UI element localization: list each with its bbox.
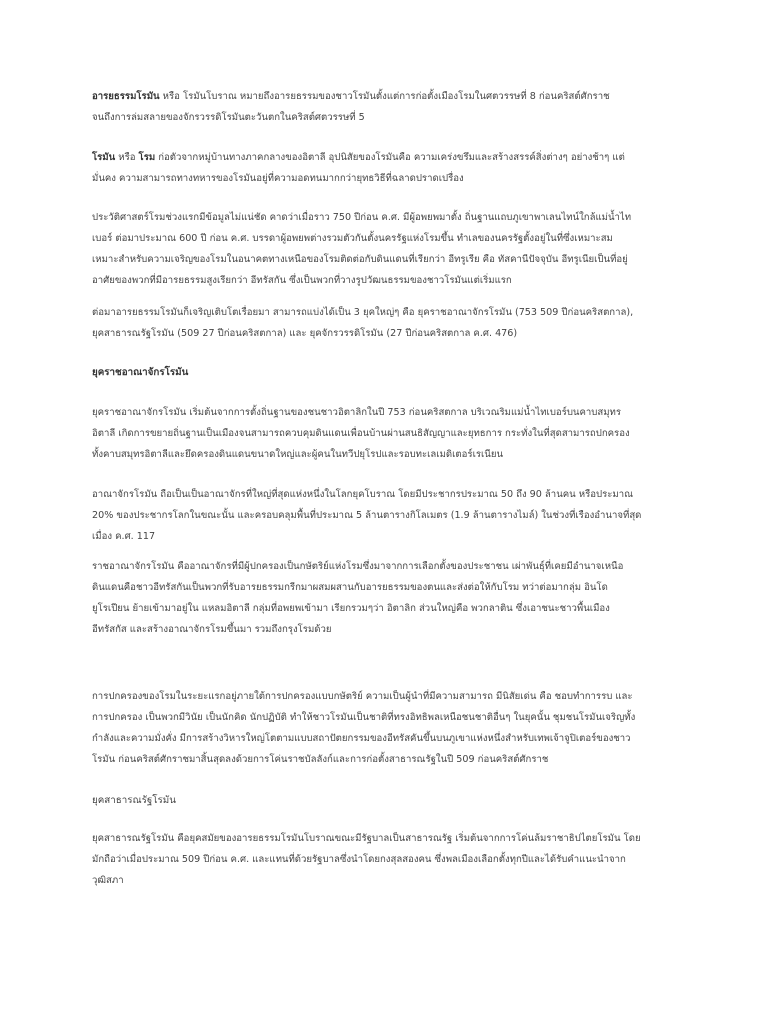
text-line: เมื่อง ค.ศ. 117 (92, 531, 156, 542)
text-line: ยูโรเปียน ย้ายเข้ามาอยู่ใน แหลมอิตาลี กลุ่มที่อพยพเข้ามา เรียกรวมๆว่า อิตาลิก ส่วนใหญ่คือ พวกลาติน ซึ่งเอาชนะชาวพื้นเมือง (92, 603, 610, 614)
section-heading: ยุคสาธารณรัฐโรมัน (92, 795, 176, 806)
paragraph-republic (92, 828, 692, 891)
text-span: หรือ โรมันโบราณ หมายถึงอารยธรรมของชาวโรมันตั้งแต่การก่อตั้งเมืองโรมในศตวรรษที่ 8 ก่อนคริสต์ศักราช (159, 91, 610, 102)
text-line: เหมาะสำหรับความเจริญของโรมในอนาคตทางเหนือของโรมติดต่อกับดินแดนที่เรียกว่า อีทรูเรีย คือ ทัสคานีปัจจุบัน อีทรูเนียเป็นที่อยู่ (92, 254, 628, 265)
text-line: อีทรัสกัส และสร้างอาณาจักรโรมขึ้นมา รวมถึงกรุงโรมด้วย (92, 624, 332, 635)
text-line: ยุคราชอาณาจักรโรมัน เริ่มต้นจากการตั้งถิ่นฐานของชนชาวอิตาลิกในปี 753 ก่อนคริสตกาล บริเวณริมแม่น้ำไทเบอร์บนคาบสมุทร (92, 407, 622, 418)
text-line: ยุคสาธารณรัฐโรมัน (509 27 ปีก่อนคริสตกาล) และ ยุคจักรวรรดิโรมัน (27 ปีก่อนคริสตกาล ค.ศ. 476) (92, 328, 518, 339)
paragraph-kingdom-origin (92, 402, 692, 465)
paragraph-three-eras (92, 302, 692, 344)
text-line: ดินแดนคือชาวอีทรัสกันเป็นพวกที่รับอารยธรรมกรีกมาผสมผสานกับอารยธรรมของตนและส่งต่อให้กับโรม ทว่าต่อมากลุ่ม อินโด (92, 582, 608, 593)
text-line: เบอร์ ต่อมาประมาณ 600 ปี ก่อน ค.ศ. บรรดาผู้อพยพต่างรวมตัวกันตั้งนครรัฐแห่งโรมขึ้น ทำเลของนครรัฐตั้งอยู่ในที่ซึ่งเหมาะสม (92, 233, 613, 244)
text-line: อาศัยของพวกที่มีอารยธรรมสูงเรียกว่า อีทรัสกัน ซึ่งเป็นพวกที่วางรูปวัฒนธรรมของชาวโรมันแต่เริ่มแรก (92, 275, 512, 286)
text-line: 20% ของประชากรโลกในขณะนั้น และครอบคลุมพื้นที่ประมาณ 5 ล้านตารางกิโลเมตร (1.9 ล้านตารางไมล์) ในช่วงที่เรืองอำนาจที่สุด (92, 510, 642, 521)
paragraph-early-history (92, 207, 692, 291)
paragraph-kingdom-size (92, 484, 692, 547)
paragraph-roman-character (92, 147, 692, 189)
text-line: กำลังและความมั่งคั่ง มีการสร้างวิหารใหญ่โตตามแบบสถาปัตยกรรมของอีทรัสคันขึ้นบนภูเขาแห่งหนึ่งสำหรับเทพเจ้าจูปิเตอร์ของชาว (92, 733, 631, 744)
text-span: หรือ (115, 152, 139, 163)
text-line: จนถึงการล่มสลายของจักรวรรดิโรมันตะวันตกในคริสต์ศตวรรษที่ 5 (92, 112, 365, 123)
section-heading-republic (92, 790, 692, 811)
text-line: ทั้งคาบสมุทรอิตาลีและยึดครองดินแดนขนาดใหญ่และผู้คนในทวีปยุโรปและรอบทะเลเมดิเตอร์เรเนียน (92, 449, 504, 460)
text-line (92, 86, 692, 107)
text-line: ราชอาณาจักรโรมัน คืออาณาจักรที่มีผู้ปกครองเป็นกษัตริย์แห่งโรมซึ่งมาจากการเลือกตั้งของประชาชน เผ่าพันธุ์ที่เคยมีอำนาจเหนือ (92, 561, 624, 572)
text-line: การปกครอง เป็นพวกมีวินัย เป็นนักคิด นักปฏิบัติ ทำให้ชาวโรมันเป็นชาติที่ทรงอิทธิพลเหนือชนชาติอื่นๆ ในยุคนั้น ชุมชนโรมันเจริญทั้ง (92, 712, 636, 723)
text-line: มักถือว่าเมื่อประมาณ 509 ปีก่อน ค.ศ. และแทนที่ด้วยรัฐบาลซึ่งนำโดยกงสุลสองคน ซึ่งพลเมืองเลือกตั้งทุกปีและได้รับคำแนะนำจาก (92, 854, 626, 865)
text-line: ยุคสาธารณรัฐโรมัน คือยุคสมัยของอารยธรรมโรมันโบราณขณะมีรัฐบาลเป็นสาธารณรัฐ เริ่มต้นจากการโค่นล้มราชาธิปไตยโรมัน โดย (92, 833, 641, 844)
text-line: การปกครองของโรมในระยะแรกอยู่ภายใต้การปกครองแบบกษัตริย์ ความเป็นผู้นำที่มีความสามารถ มีนิสัยเด่น คือ ชอบทำการรบ และ (92, 691, 633, 702)
section-heading-kingdom (92, 362, 692, 383)
text-line: โรมัน ก่อนคริสต์ศักราชมาสิ้นสุดลงด้วยการโค่นราชบัลลังก์และการก่อตั้งสาธารณรัฐในปี 509 ก่อนคริสต์ศักราช (92, 754, 549, 765)
paragraph-kingdom-rulers (92, 556, 692, 640)
text-line: วุฒิสภา (92, 875, 124, 886)
term-bold: โรม (138, 152, 156, 163)
text-line: อาณาจักรโรมัน ถือเป็นเป็นอาณาจักรที่ใหญ่ที่สุดแห่งหนึ่งในโลกยุคโบราณ โดยมีประชากรประมาณ 50 ถึง 90 ล้านคน หรือประมาณ (92, 489, 634, 500)
paragraph-governance (92, 686, 692, 770)
text-line: มั่นคง ความสามารถทางทหารของโรมันอยู่ที่ความอดทนมากกว่ายุทธวิธีที่ฉลาดปราดเปรื่อง (92, 173, 464, 184)
text-line (92, 147, 692, 168)
term-bold: อารยธรรมโรมัน (92, 91, 160, 102)
section-heading: ยุคราชอาณาจักรโรมัน (92, 367, 189, 378)
term-bold: โรมัน (92, 152, 116, 163)
text-line: ประวัติศาสตร์โรมช่วงแรกมีข้อมูลไม่แน่ชัด คาดว่าเมื่อราว 750 ปีก่อน ค.ศ. มีผู้อพยพมาตั้ง ถิ่นฐานแถบภูเขาพาเลนไทน์ใกล้แม่น้ำไท (92, 212, 632, 223)
text-span: ก่อตัวจากหมู่บ้านทางภาคกลางของอิตาลี อุปนิสัยของโรมันคือ ความเคร่งขรึมและสร้างสรรค์สิ่งต่างๆ อย่างช้าๆ แต่ (155, 152, 625, 163)
text-line: ต่อมาอารยธรรมโรมันก็เจริญเติบโตเรื่อยมา สามารถแบ่งได้เป็น 3 ยุคใหญ่ๆ คือ ยุคราชอาณาจักรโรมัน (753 509 ปีก่อนคริสตกาล), (92, 307, 634, 318)
text-line: อิตาลี เกิดการขยายถิ่นฐานเป็นเมืองจนสามารถควบคุมดินแดนเพื่อนบ้านผ่านสนธิสัญญาและยุทธการ กระทั่งในที่สุดสามารถปกครอง (92, 428, 630, 439)
paragraph-intro (92, 86, 692, 128)
